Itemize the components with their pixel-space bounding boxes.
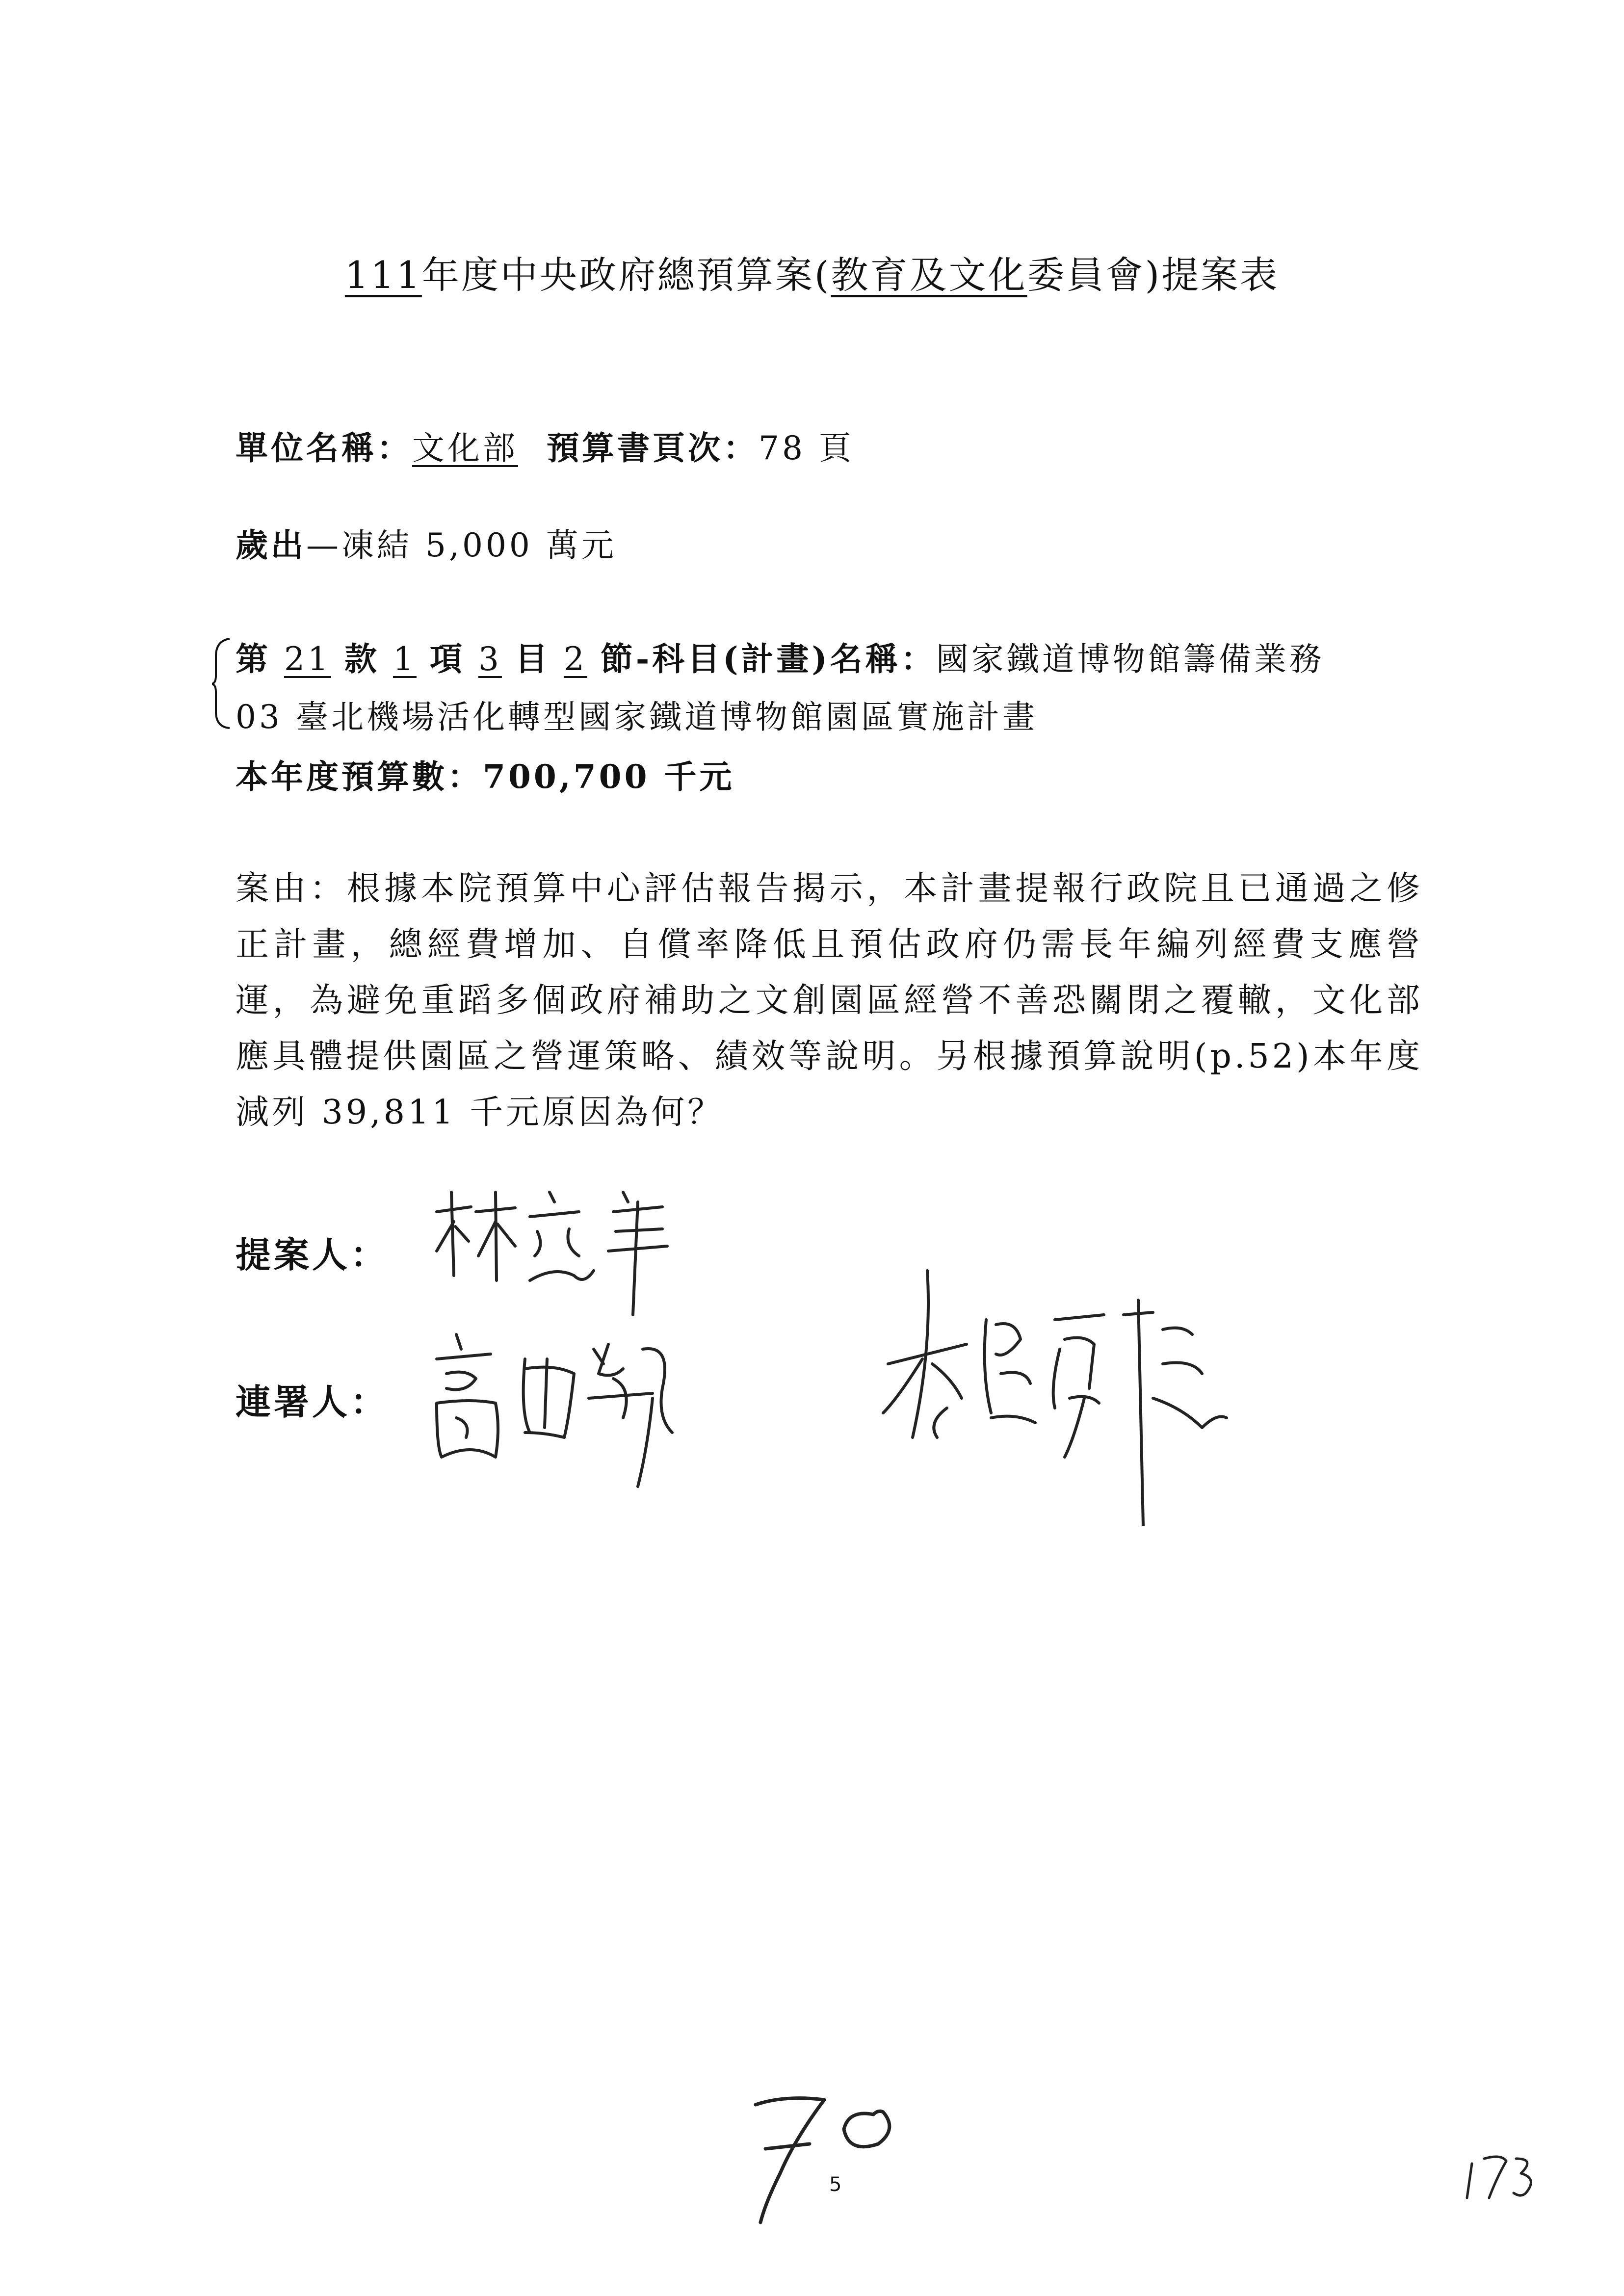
budget-value: 700,700 千元: [483, 757, 735, 796]
item-name-line2: 03 臺北機場活化轉型國家鐵道博物館園區實施計畫: [236, 698, 1038, 736]
xiang-number: 1: [393, 640, 417, 678]
cosigner-signature-2: [878, 1251, 1231, 1526]
mu-number: 3: [478, 640, 502, 678]
kuan-number: 21: [284, 640, 331, 678]
page-number: 5: [829, 2173, 842, 2196]
title-committee: 教育及文化: [831, 253, 1027, 297]
corner-number: [1462, 2144, 1541, 2203]
bracket-mark: [212, 637, 232, 730]
jie-label: 節-科目(計畫)名稱：: [600, 640, 936, 678]
expenditure-row: [236, 519, 617, 566]
budget-row: [236, 751, 735, 797]
item-row: [236, 633, 1325, 679]
page-value: 78 頁: [758, 429, 854, 467]
kuan-label: 款: [344, 640, 380, 678]
expenditure-text: —凍結 5,000 萬元: [306, 526, 617, 564]
mu-label: 目: [515, 640, 550, 678]
expenditure-label: 歲出: [236, 526, 306, 564]
proposer-signature: [432, 1182, 707, 1320]
reason-paragraph: 案由：根據本院預算中心評估報告揭示，本計畫提報行政院且已通過之修正計畫，總經費增加、自償率降低且預估政府仍需長年編列經費支應營運，為避免重蹈多個政府補助之文創園區經營不善恐關閉之覆轍，文化部應具體提供園區之營運策略、績效等說明。另根據預算說明(p.52)本年度減列 39,811 千元原因為何？: [236, 869, 1423, 1132]
unit-label: 單位名稱：: [236, 429, 412, 467]
unit-name: 文化部: [412, 429, 518, 467]
item-name-line1: 國家鐵道博物館籌備業務: [936, 640, 1325, 678]
jie-number: 2: [563, 640, 587, 678]
title-year: 111: [344, 253, 422, 297]
handwritten-number: [711, 2075, 947, 2232]
title-part1: 年度中央政府總預算案(: [421, 253, 831, 297]
cosigner-signature-1: [427, 1320, 702, 1496]
unit-row: [236, 422, 854, 469]
xiang-label: 項: [429, 640, 465, 678]
cosigner-label: 連署人：: [236, 1381, 389, 1423]
kuan-prefix: 第: [236, 640, 271, 678]
page-label: 預算書頁次：: [546, 429, 759, 467]
proposer-label: 提案人：: [236, 1234, 389, 1276]
page-title: [0, 245, 1624, 299]
budget-label: 本年度預算數：: [236, 757, 483, 796]
title-part2: 委員會)提案表: [1027, 253, 1280, 297]
